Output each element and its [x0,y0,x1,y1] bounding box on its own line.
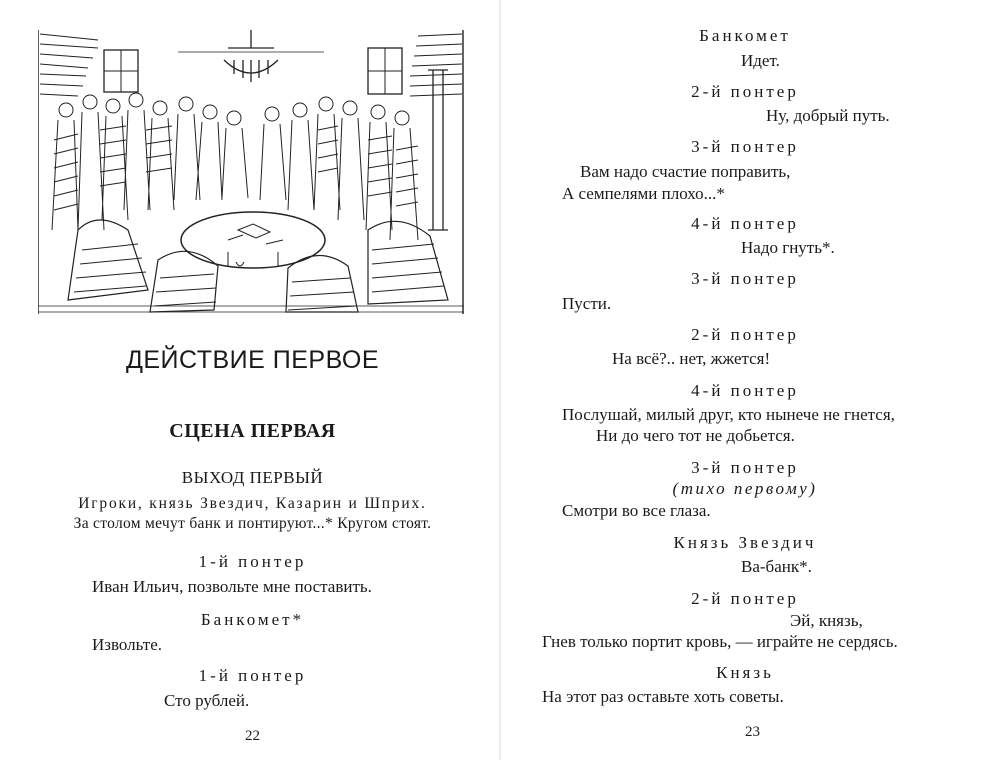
dialogue-line: Надо гнуть*. [741,238,835,257]
speaker-name: 2-й понтер [691,589,799,608]
right-page [500,0,1000,760]
dialogue-line: Смотри во все глаза. [562,501,711,520]
dialogue-line: Послушай, милый друг, кто нынече не гнется, [562,405,895,424]
dialogue-line: Иван Ильич, позвольте мне поставить. [92,577,372,596]
speaker-name: Банкомет [699,26,791,45]
entrance-title: ВЫХОД ПЕРВЫЙ [181,468,324,487]
card-players-illustration [38,30,464,314]
dialogue-line: Ва-банк*. [741,557,812,576]
dialogue-line: Извольте. [92,635,162,654]
dialogue-line: Сто рублей. [164,691,250,710]
dialogue-line: Ну, добрый путь. [766,106,890,125]
speaker-name: Князь [716,663,774,682]
dialogue-line: На всё?.. нет, жжется! [612,349,771,368]
dialogue-line: А семпелями плохо...* [562,184,725,203]
speaker-name: 1-й понтер [198,552,307,571]
speaker-name: 4-й понтер [691,381,799,400]
speaker-name: 1-й понтер [198,666,307,685]
page-number: 22 [245,728,260,744]
dialogue-line: Пусти. [562,294,612,313]
scene-title: СЦЕНА ПЕРВАЯ [169,420,336,442]
dialogue-line: Эй, князь, [790,611,863,630]
stage-direction: Игроки, князь Звездич, Казарин и Шприх. [78,495,427,512]
speaker-name: Банкомет* [200,610,305,629]
dialogue-line: Ни до чего тот не добьется. [596,426,795,445]
speaker-name: 3-й понтер [691,458,799,477]
stage-aside: (тихо первому) [672,479,818,498]
dialogue-line: На этот раз оставьте хоть советы. [542,687,784,706]
page-number: 23 [745,724,760,740]
speaker-name: 2-й понтер [691,325,799,344]
dialogue-line: Гнев только портит кровь, — играйте не сердясь. [542,632,898,651]
speaker-name: Князь Звездич [673,533,817,552]
speaker-name: 3-й понтер [691,137,799,156]
stage-direction: За столом мечут банк и понтируют...* Кругом стоят. [73,515,432,532]
act-title: ДЕЙСТВИЕ ПЕРВОЕ [125,346,380,374]
speaker-name: 3-й понтер [691,269,799,288]
dialogue-line: Идет. [741,51,780,70]
speaker-name: 2-й понтер [691,82,799,101]
dialogue-line: Вам надо счастие поправить, [580,162,791,181]
speaker-name: 4-й понтер [691,214,799,233]
